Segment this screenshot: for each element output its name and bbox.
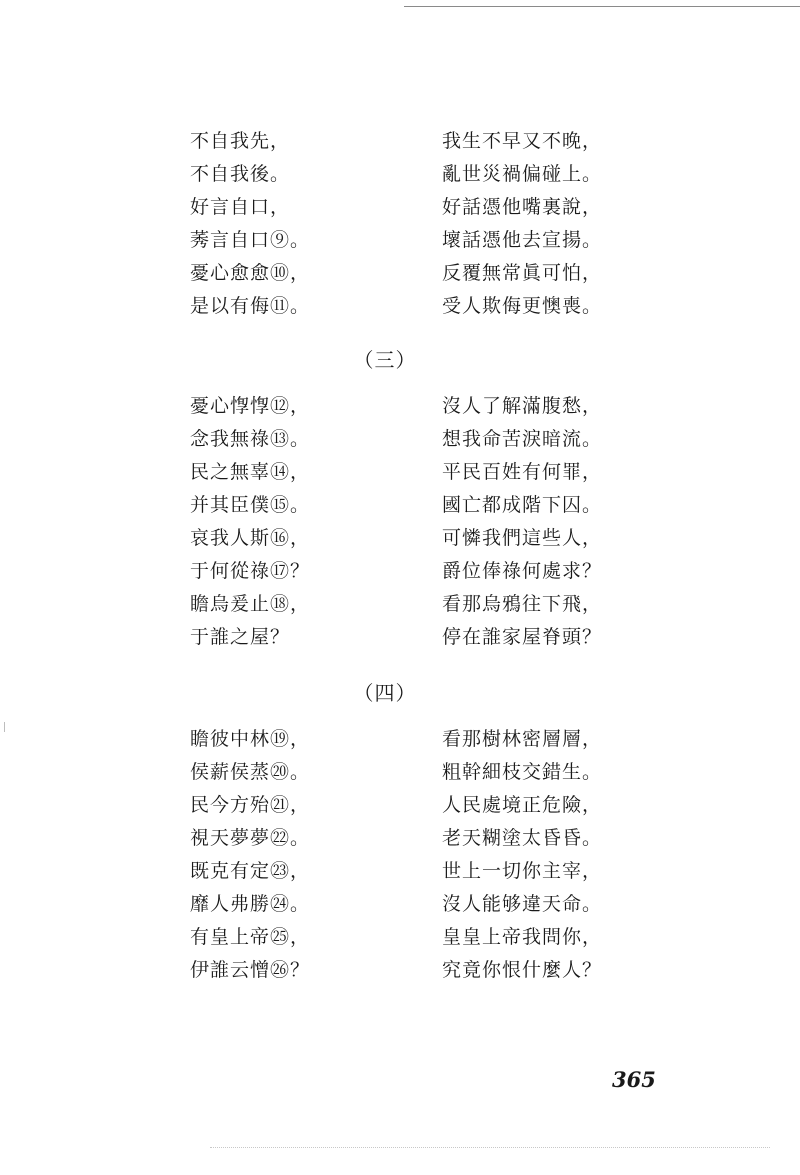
original-verse: 瞻彼中林⑲，: [190, 728, 311, 750]
original-verse: 哀我人斯⑯，: [190, 527, 311, 549]
original-verse: 不自我後。: [190, 163, 291, 185]
original-verse: 瞻烏爰止⑱，: [190, 593, 311, 615]
poem-line: [0, 822, 800, 855]
translation-verse: 國亡都成階下囚。: [442, 494, 603, 516]
top-rule: [404, 6, 800, 7]
translation-verse: 反覆無常眞可怕，: [442, 262, 603, 284]
original-verse: 于何從祿⑰？: [190, 560, 311, 582]
translation-verse: 人民處境正危險，: [442, 794, 603, 816]
original-verse: 于誰之屋？: [190, 626, 291, 648]
translation-verse: 可憐我們這些人，: [442, 527, 603, 549]
translation-verse: 沒人能够違天命。: [442, 893, 603, 915]
original-verse: 憂心惸惸⑫，: [190, 395, 311, 417]
poem-line: [0, 390, 800, 423]
poem-line: [0, 954, 800, 987]
poem-line: [0, 423, 800, 456]
translation-verse: 沒人了解滿腹愁，: [442, 395, 603, 417]
poem-line: [0, 855, 800, 888]
scan-edge-artifact: [210, 1147, 770, 1148]
translation-verse: 亂世災禍偏碰上。: [442, 163, 603, 185]
section-heading-4: （四）: [353, 681, 417, 705]
translation-verse: 我生不早又不晚，: [442, 130, 603, 152]
translation-verse: 爵位俸祿何處求？: [442, 560, 603, 582]
translation-verse: 想我命苦淚暗流。: [442, 428, 603, 450]
original-verse: 莠言自口⑨。: [190, 229, 311, 251]
poem-line: [0, 257, 800, 290]
translation-verse: 粗幹細枝交錯生。: [442, 761, 603, 783]
poem-line: [0, 489, 800, 522]
stanza-4: [0, 723, 800, 987]
poem-line: [0, 224, 800, 257]
translation-verse: 看那樹林密層層，: [442, 728, 603, 750]
poem-line: [0, 522, 800, 555]
poem-line: [0, 756, 800, 789]
original-verse: 好言自口，: [190, 196, 291, 218]
poem-line: [0, 290, 800, 323]
original-verse: 民今方殆㉑，: [190, 794, 311, 816]
poem-line: [0, 158, 800, 191]
translation-verse: 壞話憑他去宣揚。: [442, 229, 603, 251]
translation-verse: 平民百姓有何罪，: [442, 461, 603, 483]
poem-line: [0, 888, 800, 921]
translation-verse: 老天糊塗太昏昏。: [442, 827, 603, 849]
translation-verse: 皇皇上帝我問你，: [442, 926, 603, 948]
original-verse: 靡人弗勝㉔。: [190, 893, 311, 915]
poem-line: [0, 789, 800, 822]
stanza-3: [0, 390, 800, 654]
original-verse: 念我無祿⑬。: [190, 428, 311, 450]
section-heading-3: （三）: [353, 348, 417, 372]
translation-verse: 停在誰家屋脊頭？: [442, 626, 603, 648]
poem-line: [0, 555, 800, 588]
original-verse: 視天夢夢㉒。: [190, 827, 311, 849]
poem-line: [0, 125, 800, 158]
original-verse: 民之無辜⑭，: [190, 461, 311, 483]
original-verse: 憂心愈愈⑩，: [190, 262, 311, 284]
original-verse: 侯薪侯蒸⑳。: [190, 761, 311, 783]
poem-line: [0, 588, 800, 621]
original-verse: 既克有定㉓，: [190, 860, 311, 882]
stanza-continued: [0, 125, 800, 323]
original-verse: 是以有侮⑪。: [190, 295, 311, 317]
translation-verse: 究竟你恨什麼人？: [442, 959, 603, 981]
translation-verse: 世上一切你主宰，: [442, 860, 603, 882]
original-verse: 伊誰云憎㉖？: [190, 959, 311, 981]
page-number: 365: [612, 1067, 656, 1092]
original-verse: 有皇上帝㉕，: [190, 926, 311, 948]
poem-line: [0, 191, 800, 224]
original-verse: 并其臣僕⑮。: [190, 494, 311, 516]
poem-line: [0, 723, 800, 756]
poem-line: [0, 621, 800, 654]
poem-line: [0, 456, 800, 489]
poem-line: [0, 921, 800, 954]
original-verse: 不自我先，: [190, 130, 291, 152]
translation-verse: 看那烏鴉往下飛，: [442, 593, 603, 615]
translation-verse: 受人欺侮更懊喪。: [442, 295, 603, 317]
translation-verse: 好話憑他嘴裏說，: [442, 196, 603, 218]
